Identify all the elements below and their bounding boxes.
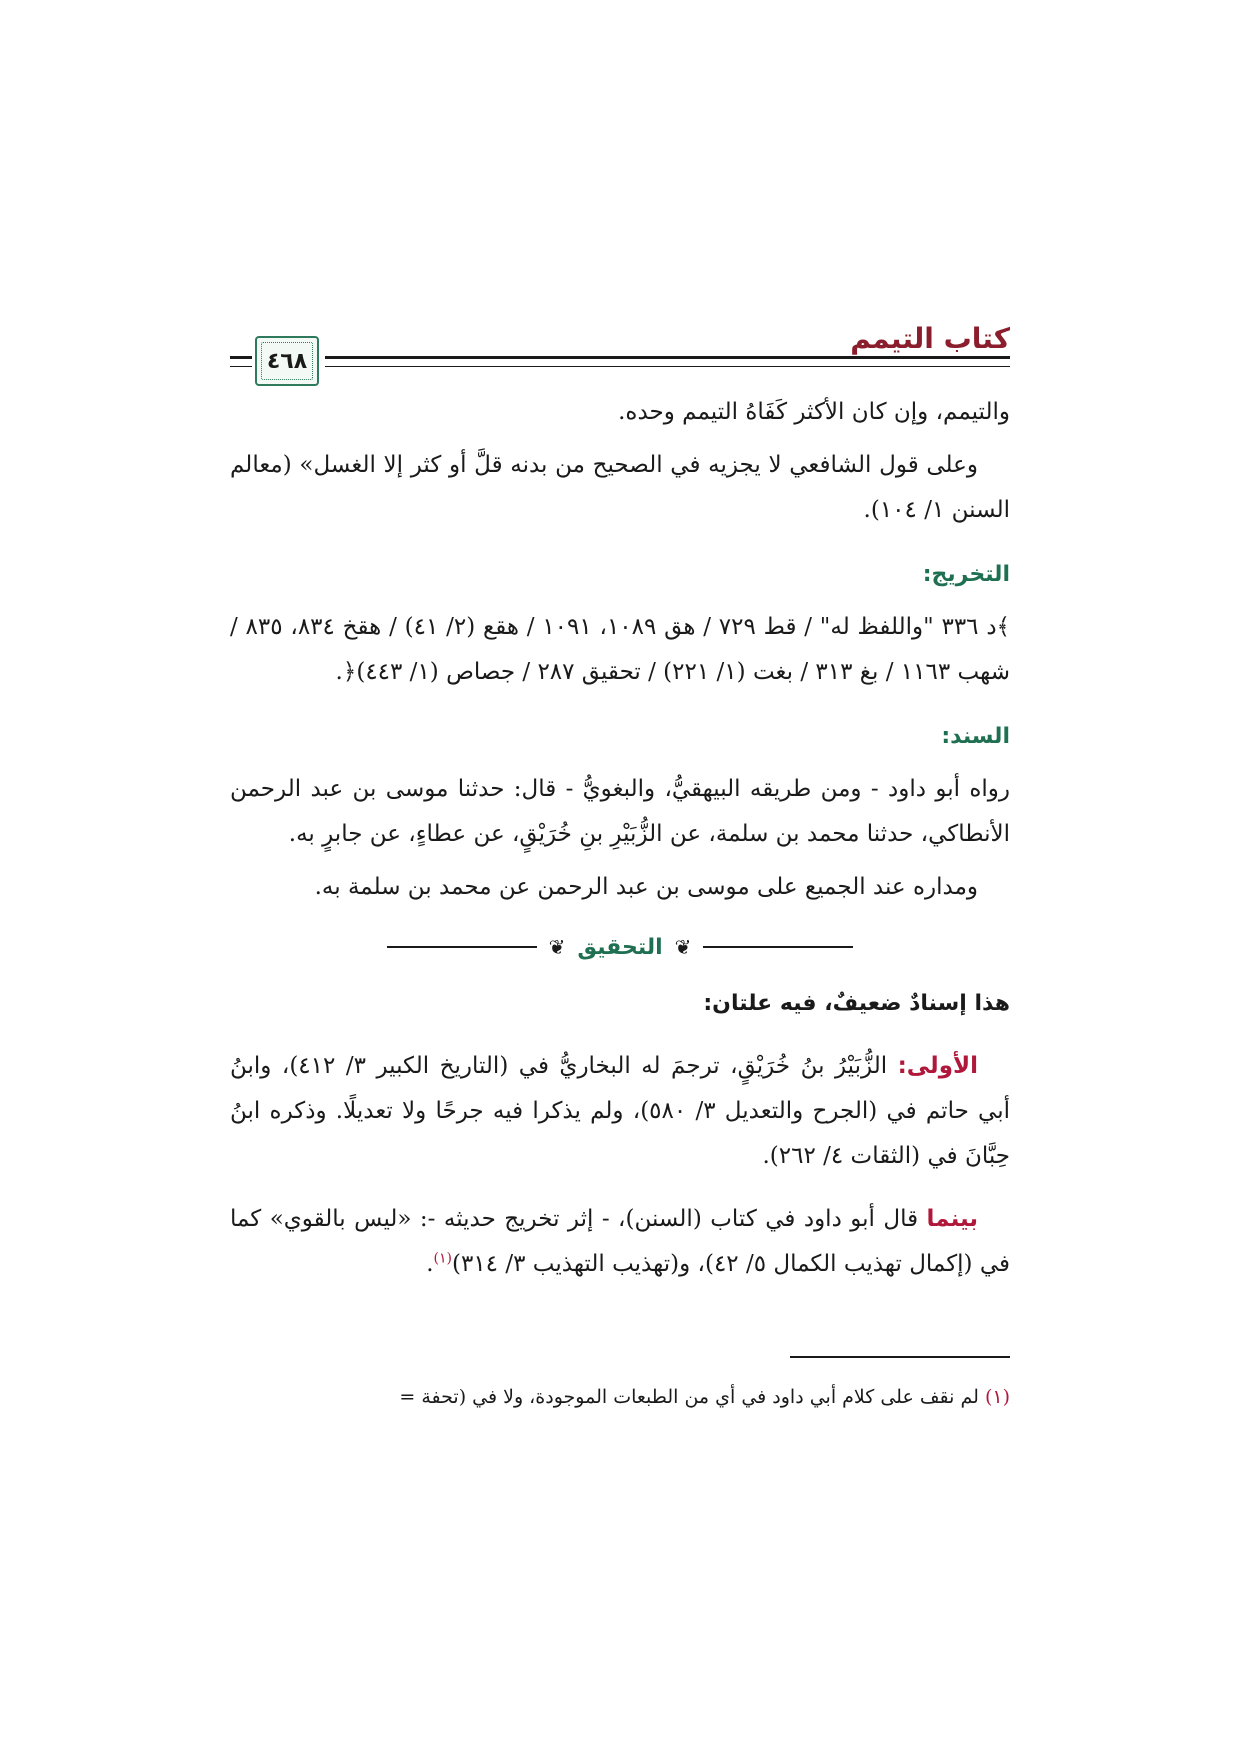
page-body (230, 390, 1010, 1287)
baynama-label: بينما (926, 1206, 979, 1232)
baynama-text: قال أبو داود في كتاب (السنن)، - إثر تخريج حديثه -: «ليس بالقوي» كما في (إكمال تهذيب الكمال ٥/ ٤٢)، و(تهذيب التهذيب ٣/ ٣١٤) (230, 1206, 1010, 1277)
footnote-rule (790, 1356, 1010, 1358)
footnote-reference[interactable]: (١) (433, 1250, 452, 1267)
ornament-line-left (387, 946, 537, 948)
takhrij-heading: التخريج: (922, 562, 1010, 587)
first-flaw-paragraph (230, 1044, 1010, 1179)
footnote-text: لم نقف على كلام أبي داود في أي من الطبعات الموجودة، ولا في (تحفة = (399, 1386, 979, 1408)
book-title: كتاب التيمم (850, 322, 1010, 355)
book-page (230, 300, 1010, 1600)
header-rule-end (230, 356, 252, 367)
header-rule (325, 356, 1010, 367)
baynama-paragraph: بينما قال أبو داود في كتاب (السنن)، - إثر تخريج حديثه -: «ليس بالقوي» كما في (إكمال تهذيب الكمال ٥/ ٤٢)، و(تهذيب التهذيب ٣/ ٣١٤)$^{(١)}$. (230, 1206, 1010, 1277)
sanad-text: رواه أبو داود - ومن طريقه البيهقيُّ، والبغويُّ - قال: حدثنا موسى بن عبد الرحمن الأنطاكي، حدثنا محمد بن سلمة، عن الزُّبَيْرِ بنِ خُرَيْقٍ، عن عطاءٍ، عن جابرٍ به. (230, 776, 1010, 847)
footnote (230, 1380, 1010, 1414)
ornament-icon: ❦ (548, 935, 566, 959)
tahqiq-heading (230, 930, 1010, 964)
paragraph-shafii: وعلى قول الشافعي لا يجزيه في الصحيح من بدنه قلَّ أو كثر إلا الغسل» (معالم السنن ١/ ١٠٤). (230, 452, 1010, 523)
tahqiq-title: التحقيق (577, 934, 663, 960)
verdict-line: هذا إسنادٌ ضعيفٌ، فيه علتان: (703, 991, 1010, 1016)
ornament-icon: ❦ (674, 935, 692, 959)
sanad-heading: السند: (941, 724, 1010, 749)
madar-text: ومداره عند الجميع على موسى بن عبد الرحمن عن محمد بن سلمة به. (314, 874, 978, 900)
page-number-badge (255, 336, 319, 386)
footnote-number: (١) (984, 1386, 1010, 1408)
paragraph-continuation: والتيمم، وإن كان الأكثر كَفَاهُ التيمم وحده. (618, 399, 1010, 425)
takhrij-text: ﴾د ٣٣٦ "واللفظ له" / قط ٧٢٩ / هق ١٠٨٩، ١٠٩١ / هقع (٢/ ٤١) / هقخ ٨٣٤، ٨٣٥ / شهب ١١٦٣ / بغ ٣١٣ / بغت (١/ ٢٢١) / تحقيق ٢٨٧ / جصاص (١/ ٤٤٣)﴿. (230, 614, 1011, 685)
first-flaw-text: الزُّبَيْرُ بنُ خُرَيْقٍ، ترجمَ له البخاريُّ في (التاريخ الكبير ٣/ ٤١٢)، وابنُ أبي حاتم في (الجرح والتعديل ٣/ ٥٨٠)، ولم يذكرا فيه جرحًا ولا تعديلًا. وذكره ابنُ حِبَّانَ في (الثقات ٤/ ٢٦٢). (230, 1053, 1010, 1169)
page-number: ٤٦٨ (266, 348, 308, 374)
ornament-line-right (703, 946, 853, 948)
page-header (230, 300, 1010, 390)
first-flaw-label: الأولى: (897, 1053, 979, 1079)
